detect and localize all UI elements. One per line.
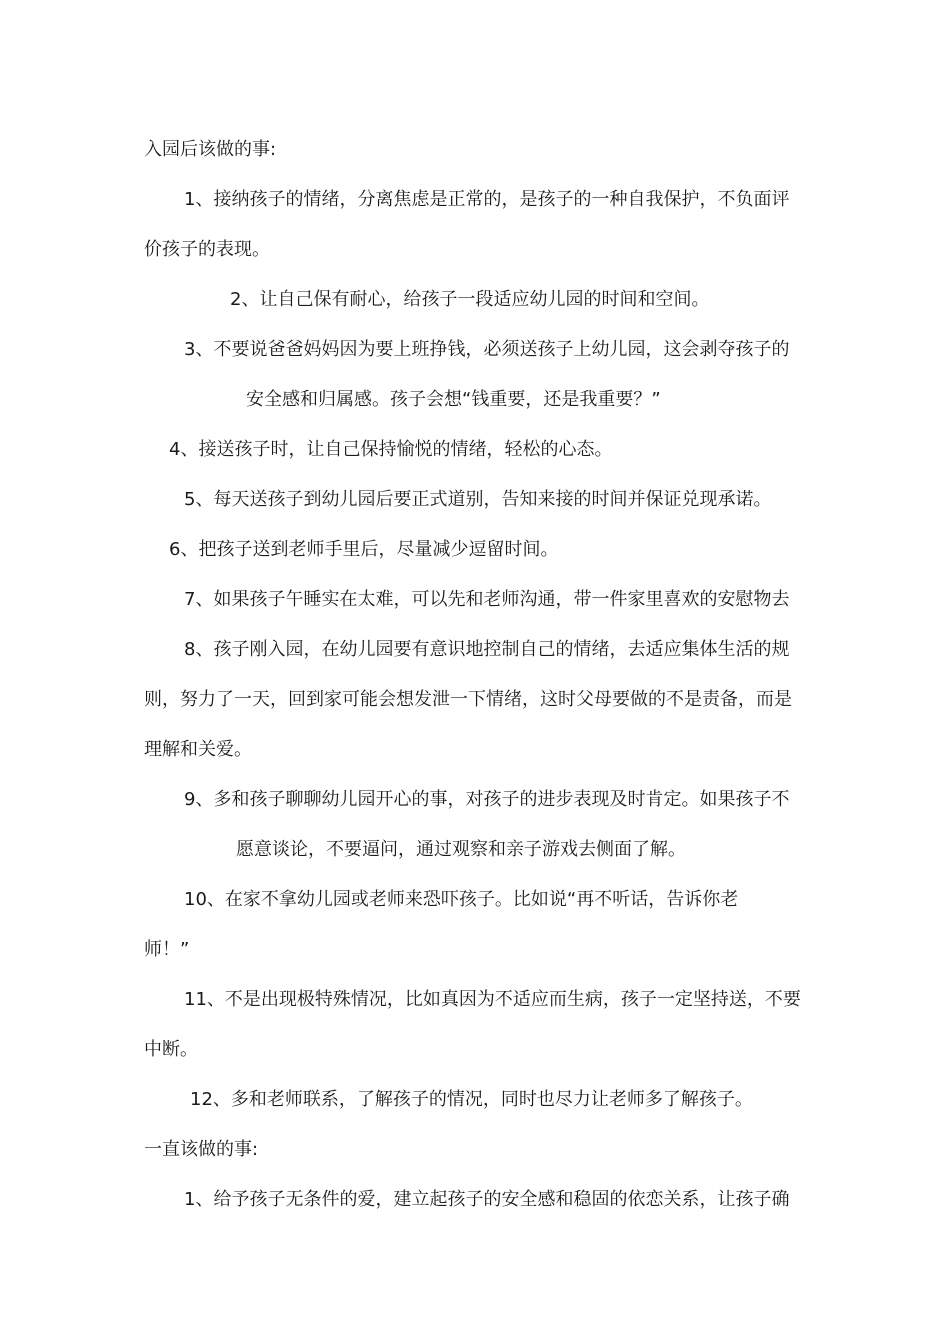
list-item-8-line-2: 则，努力了一天，回到家可能会想发泄一下情绪，这时父母要做的不是责备，而是 bbox=[144, 689, 792, 710]
list-item-11-line-1: 11、不是出现极特殊情况，比如真因为不适应而生病，孩子一定坚持送，不要 bbox=[184, 989, 801, 1010]
list-item-1-line-2: 价孩子的表现。 bbox=[144, 239, 270, 260]
list-item-8-line-3: 理解和关爱。 bbox=[144, 739, 252, 760]
list-item-3-line-1: 3、不要说爸爸妈妈因为要上班挣钱，必须送孩子上幼儿园，这会剥夺孩子的 bbox=[184, 339, 790, 360]
list-item-9-line-1: 9、多和孩子聊聊幼儿园开心的事，对孩子的进步表现及时肯定。如果孩子不 bbox=[184, 789, 790, 810]
section-heading-after-enrollment: 入园后该做的事: bbox=[144, 139, 277, 160]
list-item-7: 7、如果孩子午睡实在太难，可以先和老师沟通，带一件家里喜欢的安慰物去 bbox=[184, 589, 790, 610]
list-item-1-line-1: 1、接纳孩子的情绪，分离焦虑是正常的，是孩子的一种自我保护，不负面评 bbox=[184, 189, 790, 210]
list-item-10-line-1: 10、在家不拿幼儿园或老师来恐吓孩子。比如说“再不听话，告诉你老 bbox=[184, 889, 739, 910]
list-item-4: 4、接送孩子时，让自己保持愉悦的情绪，轻松的心态。 bbox=[169, 439, 613, 460]
list-item-2: 2、让自己保有耐心，给孩子一段适应幼儿园的时间和空间。 bbox=[230, 289, 710, 310]
list-item-11-line-2: 中断。 bbox=[144, 1039, 198, 1060]
list-item-8-line-1: 8、孩子刚入园，在幼儿园要有意识地控制自己的情绪，去适应集体生活的规 bbox=[184, 639, 790, 660]
list-item-3-line-2: 安全感和归属感。孩子会想“钱重要，还是我重要？” bbox=[246, 389, 661, 410]
list-item-5: 5、每天送孩子到幼儿园后要正式道别，告知来接的时间并保证兑现承诺。 bbox=[184, 489, 772, 510]
section-heading-always: 一直该做的事: bbox=[144, 1139, 259, 1160]
list-item-6: 6、把孩子送到老师手里后，尽量减少逗留时间。 bbox=[169, 539, 559, 560]
list-item-12: 12、多和老师联系，了解孩子的情况，同时也尽力让老师多了解孩子。 bbox=[190, 1089, 753, 1110]
always-list-item-1-line-1: 1、给予孩子无条件的爱，建立起孩子的安全感和稳固的依恋关系，让孩子确 bbox=[184, 1189, 790, 1210]
list-item-10-line-2: 师！” bbox=[144, 939, 190, 960]
list-item-9-line-2: 愿意谈论，不要逼问，通过观察和亲子游戏去侧面了解。 bbox=[236, 839, 686, 860]
